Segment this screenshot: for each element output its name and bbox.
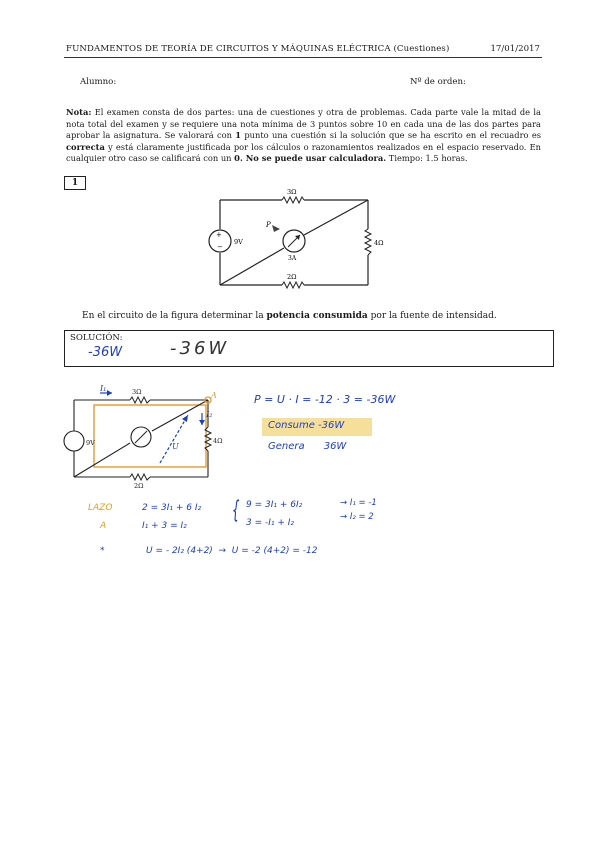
- exam-instructions: [66, 107, 541, 165]
- resistor-bottom: [282, 282, 304, 288]
- svg-text:+: +: [216, 231, 222, 239]
- circuit-diagram: [200, 185, 400, 295]
- system-brace: {: [231, 496, 240, 524]
- i-source-value: 3A: [288, 255, 297, 262]
- svg-text:−: −: [217, 243, 223, 251]
- nota-text-3: y está claramente justificada por los cálculos o razonamientos realizados en el espacio reservado. En cualquier otro caso se calificará con un: [66, 141, 541, 163]
- u-voltage-arrow: [160, 415, 188, 463]
- nota-label: Nota:: [66, 107, 92, 117]
- node-a-equation: I₁ + 3 = I₂: [142, 521, 187, 531]
- result-i2: → I₂ = 2: [340, 512, 374, 522]
- student-name-label: Alumno:: [80, 77, 117, 87]
- sketch-node-a-label: A: [211, 391, 217, 400]
- u-equation: U = - 2I₂ (4+2) → U = -2 (4+2) = -12: [146, 546, 318, 556]
- nota-bold-1: 1: [235, 130, 242, 140]
- header-divider: [64, 57, 542, 58]
- sketch-i2-label: I₂: [206, 410, 213, 419]
- question-number: 1: [64, 176, 86, 190]
- genera-result: Genera 36W: [268, 441, 347, 452]
- exam-date: 17/01/2017: [490, 44, 540, 54]
- i-source-name: P: [266, 221, 271, 229]
- svg-text:2Ω: 2Ω: [134, 482, 144, 490]
- solution-answer-1: -36W: [88, 345, 123, 360]
- i1-arrow-icon: [107, 390, 112, 396]
- svg-text:9V: 9V: [86, 439, 95, 447]
- sketch-voltage-source: [64, 431, 84, 451]
- sketch-resistor-bottom: [130, 474, 150, 480]
- u-star: *: [100, 546, 105, 556]
- nota-text-1: El examen consta de dos partes: una de cuestiones y otra de problemas. Cada parte vale la mitad de la nota total del examen y se requiere una nota mínima de 3 puntos sobre 10 en cada una de las dos partes para aprobar la asignatura. Se valorará con: [66, 107, 541, 140]
- power-equation: P = U · I = -12 · 3 = -36W: [254, 393, 396, 406]
- solution-label: SOLUCIÓN:: [70, 333, 123, 343]
- nota-text-4: Tiempo: 1.5 horas.: [388, 153, 468, 163]
- sketch-resistor-top: [130, 397, 150, 403]
- solution-answer-2: -36W: [170, 338, 230, 359]
- question-text-bold: potencia consumida: [266, 311, 368, 321]
- resistor-top: [282, 197, 304, 203]
- lazo-label: LAZO: [88, 503, 113, 513]
- lazo-equation: 2 = 3I₁ + 6 I₂: [142, 503, 202, 513]
- nota-bold-3: 0. No se puede usar calculadora.: [234, 153, 387, 163]
- svg-text:3Ω: 3Ω: [132, 388, 142, 396]
- question-text-after: por la fuente de intensidad.: [370, 311, 497, 321]
- result-i1: → I₁ = -1: [340, 498, 377, 508]
- sketch-u-label: U: [172, 442, 179, 451]
- svg-text:4Ω: 4Ω: [213, 437, 223, 445]
- sketch-i1-label: I₁: [100, 385, 107, 393]
- question-text-before: En el circuito de la figura determinar la: [82, 311, 264, 321]
- solution-box[interactable]: [64, 330, 554, 367]
- nota-bold-2: correcta: [66, 141, 105, 152]
- v-source-label: 9V: [234, 238, 243, 246]
- order-number-label: Nº de orden:: [410, 77, 466, 87]
- exam-title: FUNDAMENTOS DE TEORÍA DE CIRCUITOS Y MÁQUINAS ELÉCTRICA (Cuestiones): [66, 44, 450, 54]
- system-eq-1: 9 = 3I₁ + 6I₂: [246, 500, 303, 510]
- node-a-label: A: [100, 521, 107, 531]
- annotated-circuit-sketch: [60, 385, 230, 495]
- r-bottom-label: 2Ω: [287, 273, 297, 281]
- r-right-label: 4Ω: [374, 239, 384, 247]
- system-eq-2: 3 = -I₁ + I₂: [246, 518, 295, 528]
- r-top-label: 3Ω: [287, 188, 297, 196]
- consume-result: Consume -36W: [268, 420, 345, 431]
- question-text: [82, 311, 497, 321]
- nota-text-2: punto una cuestión si la solución que se ha escrito en el recuadro es: [244, 130, 541, 140]
- resistor-right: [365, 229, 371, 255]
- i2-arrow-icon: [199, 420, 205, 425]
